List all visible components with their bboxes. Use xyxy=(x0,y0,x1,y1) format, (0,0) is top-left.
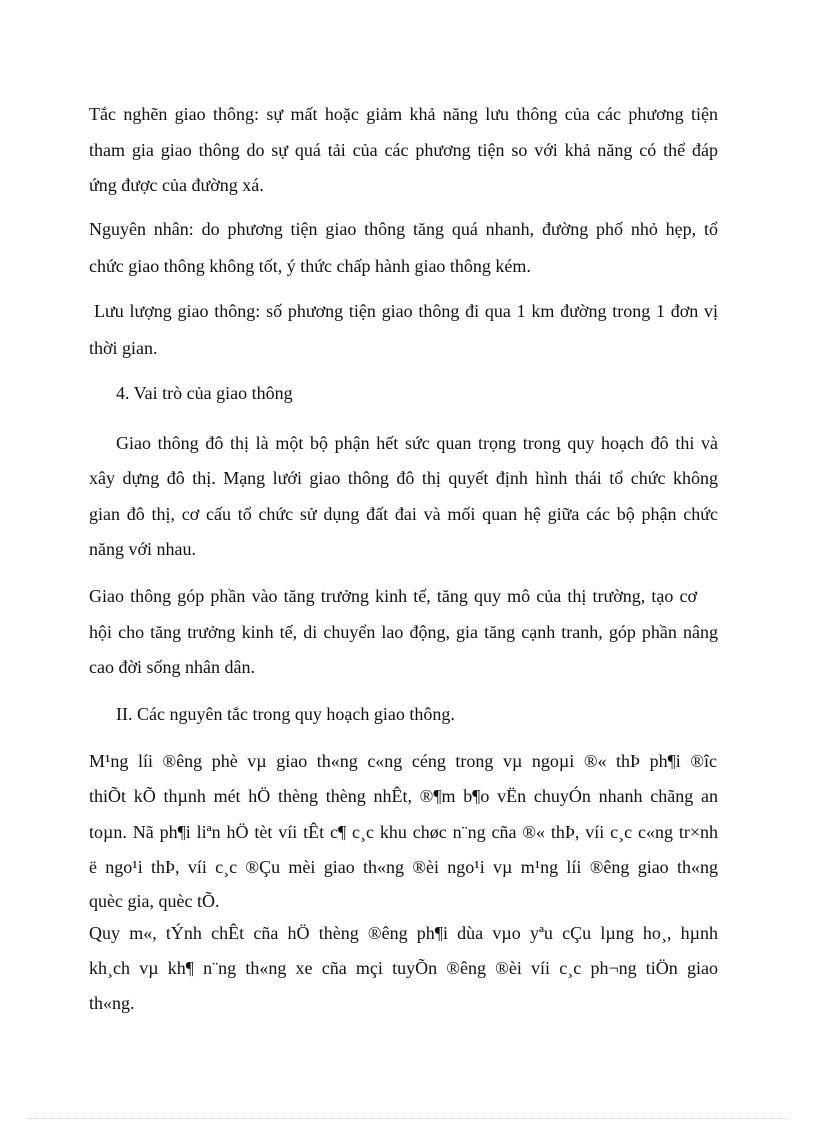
text-line: quèc gia, quèc tÕ. xyxy=(89,891,220,911)
page-bottom-divider xyxy=(28,1118,788,1119)
section-heading: II. Các nguyên tắc trong quy hoạch giao thông. xyxy=(116,704,455,724)
text-line: Giao thông góp phần vào tăng trưởng kinh tế, tăng quy mô của thị trường, tạo cơ xyxy=(89,586,697,606)
text-line: th«ng. xyxy=(89,993,135,1013)
text-line: thời gian. xyxy=(89,338,158,358)
text-line: M¹ng líi ®êng phè vµ giao th«ng c«ng céng trong vµ ngoµi ®« thÞ ph¶i ®îc xyxy=(89,751,717,771)
text-line: xây dựng đô thị. Mạng lưới giao thông đô thị quyết định hình thái tổ chức không xyxy=(89,468,718,488)
text-line: Lưu lượng giao thông: số phương tiện giao thông đi qua 1 km đường trong 1 đơn vị xyxy=(94,301,718,321)
text-line: ë ngo¹i thÞ, víi c¸c ®Çu mèi giao th«ng ®èi ngo¹i vµ m¹ng líi ®êng giao th«ng xyxy=(89,857,718,877)
text-line: Giao thông đô thị là một bộ phận hết sức quan trọng trong quy hoạch đô thi và xyxy=(116,433,718,453)
text-line: Tắc nghẽn giao thông: sự mất hoặc giảm khả năng lưu thông của các phương tiện xyxy=(89,104,718,124)
text-line: cao đời sống nhân dân. xyxy=(89,657,255,677)
text-line: Quy m«, tÝnh chÊt cña hÖ thèng ®êng ph¶i dùa vµo yªu cÇu lµng ho¸, hµnh xyxy=(89,923,718,943)
text-line: Nguyên nhân: do phương tiện giao thông tăng quá nhanh, đường phố nhỏ hẹp, tổ xyxy=(89,219,718,239)
text-line: ứng được của đường xá. xyxy=(89,175,264,195)
section-heading: 4. Vai trò của giao thông xyxy=(116,383,293,403)
text-line: toµn. Nã ph¶i liªn hÖ tèt víi tÊt c¶ c¸c khu chøc n¨ng cña ®« thÞ, víi c¸c c«ng tr×nh xyxy=(89,822,718,842)
text-line: kh¸ch vµ kh¶ n¨ng th«ng xe cña mçi tuyÕn ®êng ®èi víi c¸c ph¬ng tiÖn giao xyxy=(89,958,718,978)
text-line: gian đô thị, cơ cấu tổ chức sử dụng đất đai và mối quan hệ giữa các bộ phận chức xyxy=(89,504,718,524)
text-line: chức giao thông không tốt, ý thức chấp hành giao thông kém. xyxy=(89,256,531,276)
text-line: hội cho tăng trưởng kinh tế, di chuyển lao động, gia tăng cạnh tranh, góp phần nâng xyxy=(89,622,718,642)
text-line: tham gia giao thông do sự quá tải của các phương tiện so với khả năng có thể đáp xyxy=(89,140,718,160)
text-line: thiÕt kÕ thµnh mét hÖ thèng thèng nhÊt, ®¶m b¶o vËn chuyÓn nhanh chãng an xyxy=(89,786,718,806)
text-line: năng với nhau. xyxy=(89,539,196,559)
